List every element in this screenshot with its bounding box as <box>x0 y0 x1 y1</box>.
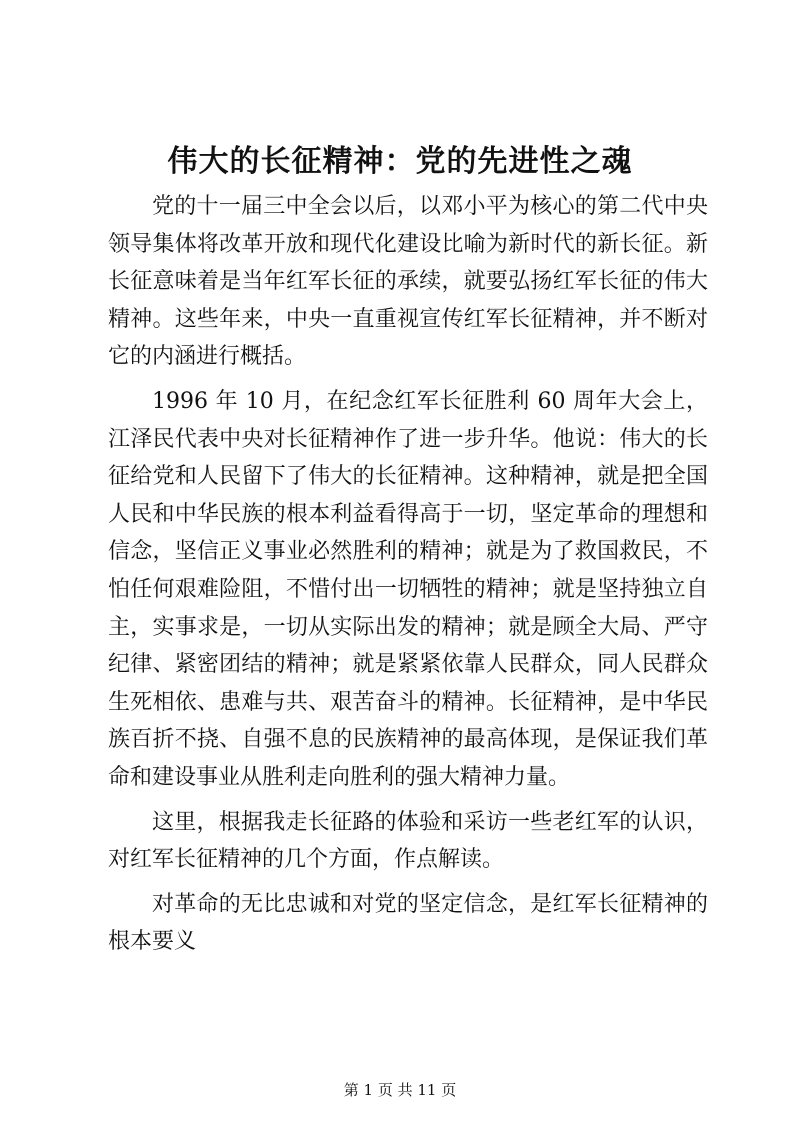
paragraph-2: 1996 年 10 月，在纪念红军长征胜利 60 周年大会上，江泽民代表中央对长征精神作了进一步升华。他说：伟大的长征给党和人民留下了伟大的长征精神。这种精神，就是把全国人民和中华民族的根本利益看得高于一切，坚定革命的理想和信念，坚信正义事业必然胜利的精神；就是为了救国救民，不怕任何艰难险阻，不惜付出一切牺牲的精神；就是坚持独立自主，实事求是，一切从实际出发的精神；就是顾全大局、严守纪律、紧密团结的精神；就是紧紧依靠人民群众，同人民群众生死相依、患难与共、艰苦奋斗的精神。长征精神，是中华民族百折不挠、自强不息的民族精神的最高体现，是保证我们革命和建设事业从胜利走向胜利的强大精神力量。 <box>108 388 708 790</box>
paragraph-3: 这里，根据我走长征路的体验和采访一些老红军的认识，对红军长征精神的几个方面，作点解读。 <box>108 809 708 873</box>
page-number-footer: 第 1 页 共 11 页 <box>343 1081 457 1099</box>
paragraph-4: 对革命的无比忠诚和对党的坚定信念，是红军长征精神的根本要义 <box>108 891 708 955</box>
document-title: 伟大的长征精神：党的先进性之魂 <box>167 144 633 179</box>
paragraph-1: 党的十一届三中全会以后，以邓小平为核心的第二代中央领导集体将改革开放和现代化建设比喻为新时代的新长征。新长征意味着是当年红军长征的承续，就要弘扬红军长征的伟大精神。这些年来，中央一直重视宣传红军长征精神，并不断对它的内涵进行概括。 <box>108 194 708 370</box>
document-body <box>108 188 708 961</box>
